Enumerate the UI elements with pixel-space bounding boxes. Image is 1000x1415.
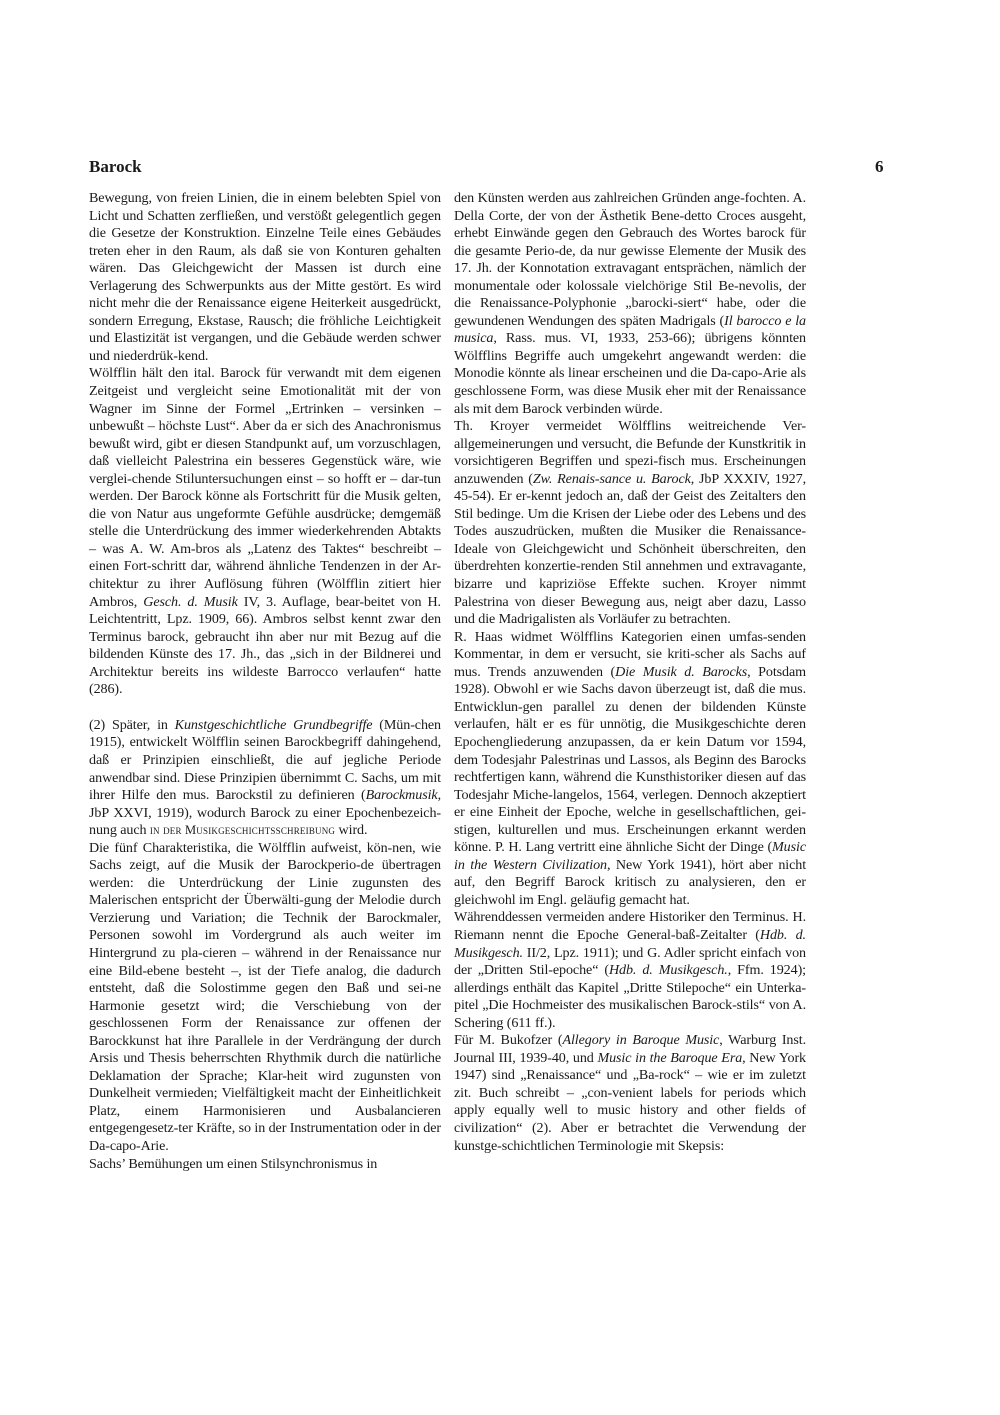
paragraph: R. Haas widmet Wölfflins Kategorien einen umfas-senden Kommentar, in dem er versucht, sie kriti-scher als Sachs auf mus. Trends anzuwenden (Die Musik d. Barocks, Potsdam 1928). Obwohl er wie Sachs davon überzeugt ist, daß die mus. Entwicklun-gen parallel zu denen der bildenden Künste verlaufen, hält er es für unnötig, die Musikgeschichte deren Epochengliederung anzupassen, da er kein Datum vor 1594, dem Todesjahr Palestrinas und Lassos, als Beginn des Barocks rechtfertigen kann, während die Kunsthistoriker diesen auf das Todesjahr Miche-langelos, 1564, verlegen. Dennoch akzeptiert er eine Einheit der Epoche, welche in gesellschaftlichen, gei-stigen, kulturellen und mus. Erscheinungen erkannt werden könne. P. H. Lang vertritt eine ähnliche Sicht der Dinge (Music in the Western Civilization, New York 1941), hört aber nicht auf, den Begriff Barock kritisch zu analysieren, den er gleichwohl im Engl. geläufig gemacht hat. [454,628,807,908]
right-column [454,190,806,1155]
citation-title: Barockmusik [365,787,438,804]
paragraph: Für M. Bukofzer (Allegory in Baroque Music, Warburg Inst. Journal III, 1939-40, und Music in the Baroque Era, New York 1947) sind „Renaissance“ und „Ba-rock“ – wie er im zuletzt zit. Buch schreibt – „con-venient labels for periods which apply equally well to music history and other fields of civilization“ (2). Aber er betrachtet die Verwendung der kunstge-schichtlichen Terminologie mit Skepsis: [454,1032,806,1154]
citation-title: Allegory in Baroque Music [562,1032,720,1049]
citation-title: Kunstgeschichtliche Grundbegriffe [174,716,373,733]
paragraph: Wölfflin hält den ital. Barock für verwandt mit dem eigenen Zeitgeist und vergleicht seine Emotionalität mit der von Wagner im Sinne der Formel „Ertrinken – versinken – unbewußt – höchste Lust“. Aber da er sich des Anachronismus bewußt wird, gibt er diesen Standpunkt auf, um vorzuschlagen, daß vielleicht Palestrina ein besseres Gegenstück wäre, wie verglei-chende Stiluntersuchungen einst – so hofft er – dar-tun werden. Der Barock könne als Fortschritt für die Musik gelten, die von Natur aus ungeformte Gefühle ausdrücke; demgemäß stelle die Unterdrückung des immer wiederkehrenden Abtakts – was A. W. Am-bros als „Latenz des Taktes“ beschreibt – einen Fort-schritt dar, während ähnliche Tendenzen in der Ar-chitektur zu ihrer Auflösung führen (Wölfflin zitiert hier Ambros, Gesch. d. Musik IV, 3. Auflage, bear-beitet von H. Leichtentritt, Lpz. 1909, 66). Ambros selbst kennt zwar den Terminus barock, gebraucht ihn aber nur mit Bezug auf die bildenden Künste des 17. Jh., das „sich in der Bildnerei und Architektur bereits ins wildeste Barrocco verlaufen“ hatte (286). [89,365,441,698]
paragraph: Währenddessen vermeiden andere Historiker den Terminus. H. Riemann nennt die Epoche General-baß-Zeitalter (Hdb. d. Musikgesch. II/2, Lpz. 1911); und G. Adler spricht einfach von der „Dritten Stil-epoche“ (Hdb. d. Musikgesch., Ffm. 1924); allerdings enthält das Kapitel „Dritte Stilepoche“ ein Unterka-pitel „Die Hochmeister des musikalischen Barock-stils“ von A. Schering (611 ff.). [454,909,806,1031]
citation-title: Die Musik d. Barocks [615,663,748,680]
paragraph: Die fünf Charakteristika, die Wölfflin aufweist, kön-nen, wie Sachs zeigt, auf die Musik der Barockperio-de übertragen werden: die Unterdrückung der Linie zugunsten des Malerischen entspricht der Überwälti-gung der Melodie durch Verzierung und Variation; die Technik der Barockmaler, Personen sowohl im Vordergrund als auch weiter im Hintergrund zu pla-cieren – während in der Renaissance nur eine Bild-ebene besteht –, ist der Tiefe analog, die dadurch entsteht, daß die Solostimme gegen den Baß und sei-ne Harmonie gesetzt wird; die Verschiebung von der geschlossenen Form der Renaissance zur offenen der Barockkunst hat ihre Parallele in der Verdrängung der durch Arsis und Thesis beherrschten Rhythmik durch die natürliche Deklamation der Sprache; Klar-heit wird zugunsten von Dunkelheit vermieden; Vielfältigkeit macht der Einheitlichkeit Platz, einem Harmonisieren und Ausbalancieren entgegengesetz-ter Kräfte, so in der Instrumentation oder in der Da-capo-Arie. [89,839,441,1154]
citation-title: Hdb. d. Musikgesch. [454,926,806,961]
paragraph: (2) Später, in Kunstgeschichtliche Grundbegriffe (Mün-chen 1915), entwickelt Wölfflin seinen Barockbegriff dahingehend, daß er Prinzipien einschließt, die auf jegliche Periode anwendbar sind. Diese Prinzipien übernimmt C. Sachs, um mit ihrer Hilfe den mus. Barockstil zu definieren (Barockmusik, JbP XXVI, 1919), wodurch Barock zu einer Epochenbezeich-nung auch in der Musikgeschichtsschreibung wird. [89,716,442,839]
cross-reference: in der Musikgeschichtsschreibung [149,823,336,838]
paragraph: Sachs’ Bemühungen um einen Stilsynchronismus in [89,1155,378,1172]
citation-title: Gesch. d. Musik [143,593,238,610]
page-number: 6 [875,157,884,176]
paragraph: Th. Kroyer vermeidet Wölfflins weitreichende Ver-allgemeinerungen und versucht, die Befunde der Kunstkritik in vorsichtigeren Begriffen und spezi-fisch mus. Erscheinungen anzuwenden (Zw. Renais-sance u. Barock, JbP XXXIV, 1927, 45-54). Er er-kennt jedoch an, daß der Geist des Zeitalters den Stil bedinge. Um die Krisen der Liebe oder des Lebens und des Todes auszudrücken, mußten die Musiker die Renaissance-Ideale von Gleichgewicht und Schönheit überschreiten, den überdrehten konzertie-renden Stil annehmen und extravagante, bizarre und kapriziöse Effekte suchen. Kroyer nimmt Palestrina von dieser Bewegung aus, neigt aber dazu, Lasso und die Madrigalisten als Vorläufer zu betrachten. [454,418,806,628]
citation-title: Music in the Western Civilization [454,839,806,873]
paragraph: Bewegung, von freien Linien, die in einem belebten Spiel von Licht und Schatten zerfließen, und verstößt gelegentlich gegen die Gesetze der Konstruktion. Einzelne Teile eines Gebäudes treten eher in den Raum, als daß sie von Konturen gehalten wären. Das Gleichgewicht der Massen ist durch eine Verlagerung des Schwerpunkts aus der Mitte gestört. Es wird nicht mehr die der Renaissance eigene Heiterkeit ausgedrückt, sondern Erregung, Ekstase, Rausch; die fröhliche Leichtigkeit und Elastizität ist vergangen, und die Gebäude werden schwer und niederdrük-kend. [89,190,441,364]
left-column [89,190,441,1173]
paragraph: den Künsten werden aus zahlreichen Gründen ange-fochten. A. Della Corte, der von der Ästhetik Bene-detto Croces ausgeht, erhebt Einwände gegen den Gebrauch des Wortes barock für die gesamte Perio-de, da nur gewisse Elemente der Musik des 17. Jh. der Konnotation extravagant entsprächen, nämlich der monumentale oder kolossale vielchörige Stil Be-nevolis, der die Renaissance-Polyphonie „barocki-siert“ habe, oder die gewundenen Wendungen des späten Madrigals (Il barocco e la musica, Rass. mus. VI, 1933, 253-66); übrigens könnten Wölfflins Begriffe auch umgekehrt angewandt werden: die Monodie könnte als linear erscheinen und die Da-capo-Arie als geschlossene Form, was diese Musik eher mit der Renaissance als mit dem Barock verbinden würde. [454,190,806,417]
citation-title: Il barocco e la musica [454,312,806,347]
citation-title: Zw. Renais-sance u. Barock [532,470,691,487]
running-head-title: Barock [89,157,142,176]
citation-title: Music in the Baroque Era [597,1049,743,1066]
citation-title: Hdb. d. Musikgesch. [608,962,728,979]
